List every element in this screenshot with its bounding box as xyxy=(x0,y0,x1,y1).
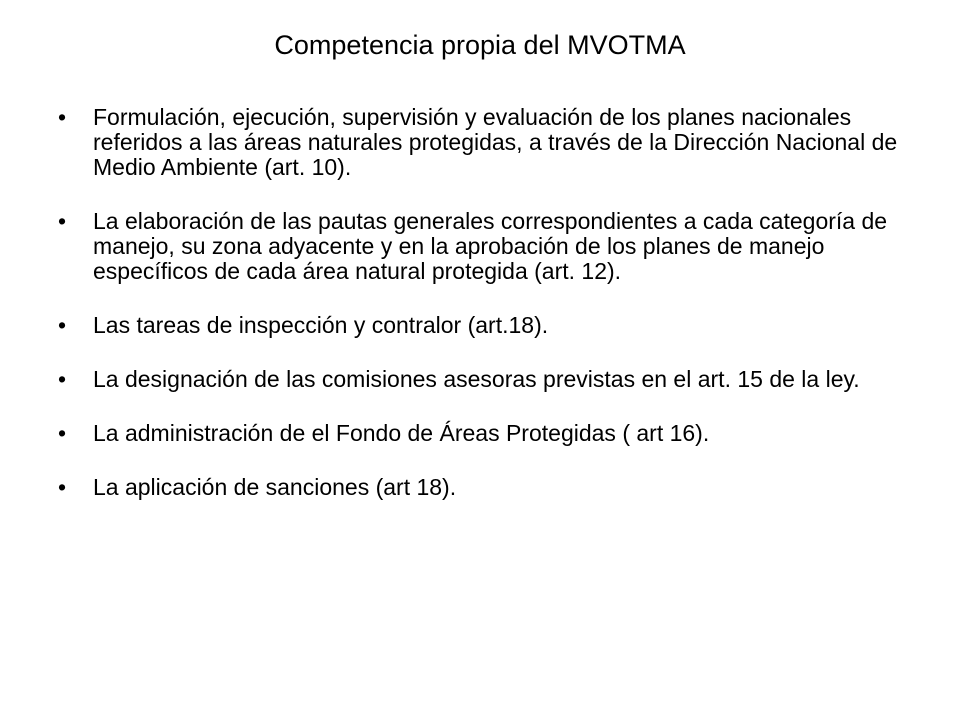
bullet-text: La administración de el Fondo de Áreas Protegidas ( art 16). xyxy=(93,420,710,446)
slide-title: Competencia propia del MVOTMA xyxy=(274,30,686,60)
bullet-item-administracion xyxy=(58,421,908,446)
bullet-list xyxy=(58,105,908,500)
bullet-icon: • xyxy=(58,312,67,338)
bullet-text: La designación de las comisiones asesoras previstas en el art. 15 de la ley. xyxy=(93,366,860,392)
bullet-item-formulacion xyxy=(58,105,908,180)
bullet-text: La aplicación de sanciones (art 18). xyxy=(93,474,457,500)
bullet-text: Las tareas de inspección y contralor (art.18). xyxy=(93,312,549,338)
bullet-icon: • xyxy=(58,366,67,392)
bullet-text: La elaboración de las pautas generales correspondientes a cada categoría de manejo, su zona adyacente y en la aprobación de los planes de manejo específicos de cada área natural protegida (art. 12). xyxy=(93,208,888,284)
bullet-icon: • xyxy=(58,474,67,500)
bullet-item-designacion xyxy=(58,367,908,392)
bullet-icon: • xyxy=(58,104,67,130)
bullet-item-inspeccion xyxy=(58,313,908,338)
bullet-icon: • xyxy=(58,420,67,446)
bullet-item-sanciones xyxy=(58,475,908,500)
bullet-text: Formulación, ejecución, supervisión y evaluación de los planes nacionales referidos a las áreas naturales protegidas, a través de la Dirección Nacional de Medio Ambiente (art. 10). xyxy=(93,104,898,180)
bullet-item-elaboracion xyxy=(58,209,908,284)
bullet-icon: • xyxy=(58,208,67,234)
